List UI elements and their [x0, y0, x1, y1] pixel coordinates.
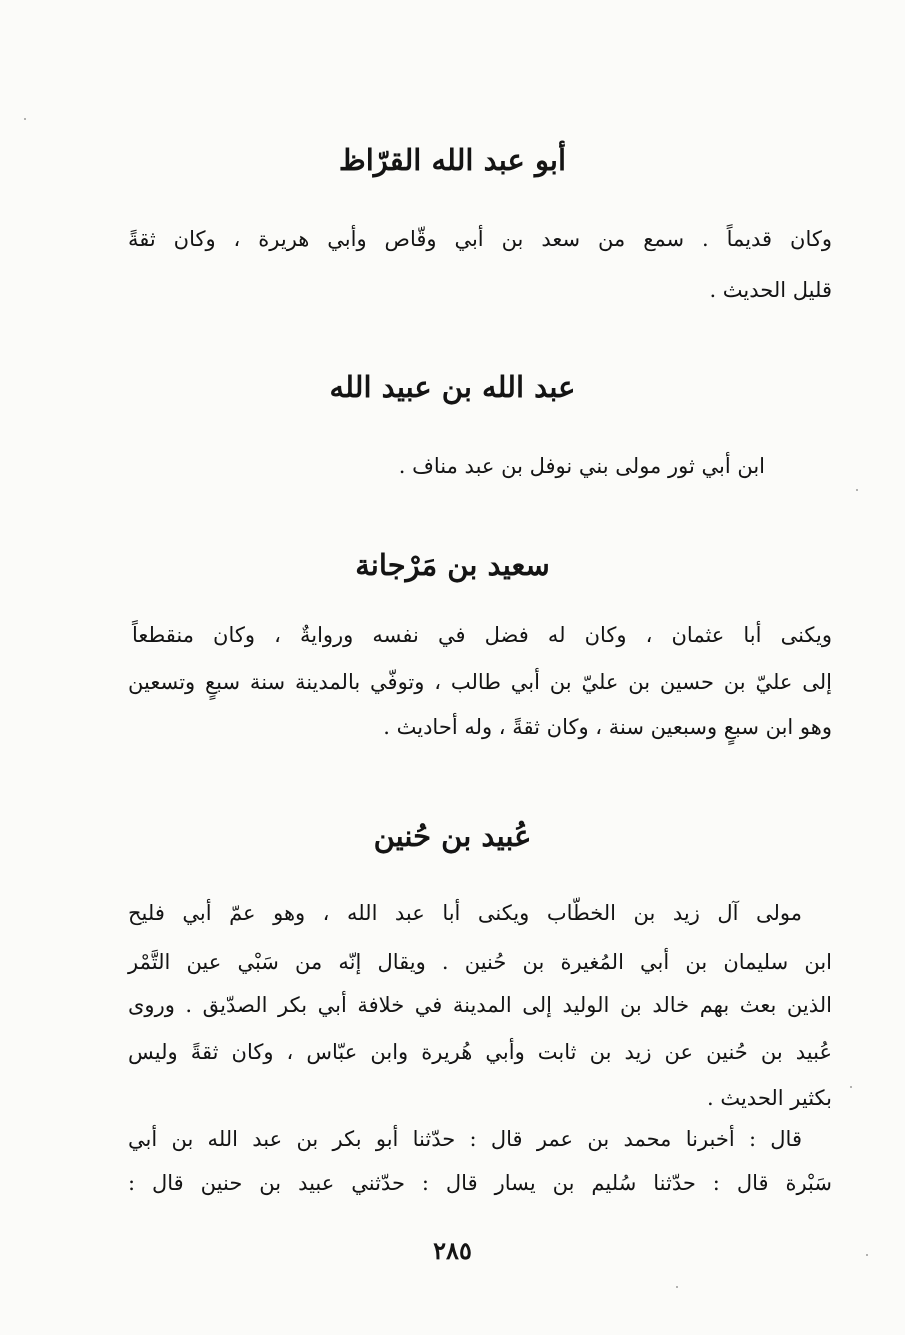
section-3-line-1: ويكنى أبا عثمان ، وكان له فضل في نفسه وروايةٌ ، وكان منقطعاً: [132, 623, 832, 647]
section-heading-said-ibn-marjana: سعيد بن مَرْجانة: [355, 548, 550, 582]
section-2-line-1: ابن أبي ثور مولى بني نوفل بن عبد مناف .: [398, 454, 765, 478]
section-4-line-7: سَبْرة قال : حدّثنا سُليم بن يسار قال : حدّثني عبيد بن حنين قال :: [128, 1171, 832, 1195]
section-1-line-1: وكان قديماً . سمع من سعد بن أبي وقّاص وأبي هريرة ، وكان ثقةً: [128, 227, 832, 251]
section-4-line-6: قال : أخبرنا محمد بن عمر قال : حدّثنا أبو بكر بن عبد الله بن أبي: [128, 1127, 802, 1151]
section-4-line-3: الذين بعث بهم خالد بن الوليد إلى المدينة في خلافة أبي بكر الصدّيق . وروى: [128, 993, 832, 1017]
section-4-line-5: بكثير الحديث .: [706, 1086, 832, 1110]
section-heading-ubayd-ibn-hunayn: عُبيد بن حُنين: [373, 819, 532, 853]
section-3-line-3: وهو ابن سبعٍ وسبعين سنة ، وكان ثقةً ، وله أحاديث .: [383, 715, 832, 739]
section-1-line-2: قليل الحديث .: [709, 278, 832, 302]
page-number: ٢٨٥: [433, 1236, 472, 1265]
section-4-line-4: عُبيد بن حُنين عن زيد بن ثابت وأبي هُريرة وابن عبّاس ، وكان ثقةً وليس: [128, 1040, 832, 1064]
scan-speck: [866, 1254, 868, 1256]
section-4-line-2: ابن سليمان بن أبي المُغيرة بن حُنين . ويقال إنّه من سَبْي عين التَّمْر: [128, 950, 832, 974]
scan-speck: [676, 1286, 678, 1288]
section-4-line-1: مولى آل زيد بن الخطّاب ويكنى أبا عبد الله ، وهو عمّ أبي فليح: [128, 901, 802, 925]
scan-speck: [856, 489, 858, 491]
section-heading-abdullah-ibn-ubaydullah: عبد الله بن عبيد الله: [329, 370, 576, 404]
section-3-line-2: إلى عليّ بن حسين بن عليّ بن أبي طالب ، وتوفّي بالمدينة سنة سبعٍ وتسعين: [128, 670, 832, 694]
scan-speck: [850, 1086, 852, 1088]
scan-speck: [24, 118, 26, 120]
section-heading-abu-abdullah: أبو عبد الله القرّاظ: [338, 143, 567, 177]
